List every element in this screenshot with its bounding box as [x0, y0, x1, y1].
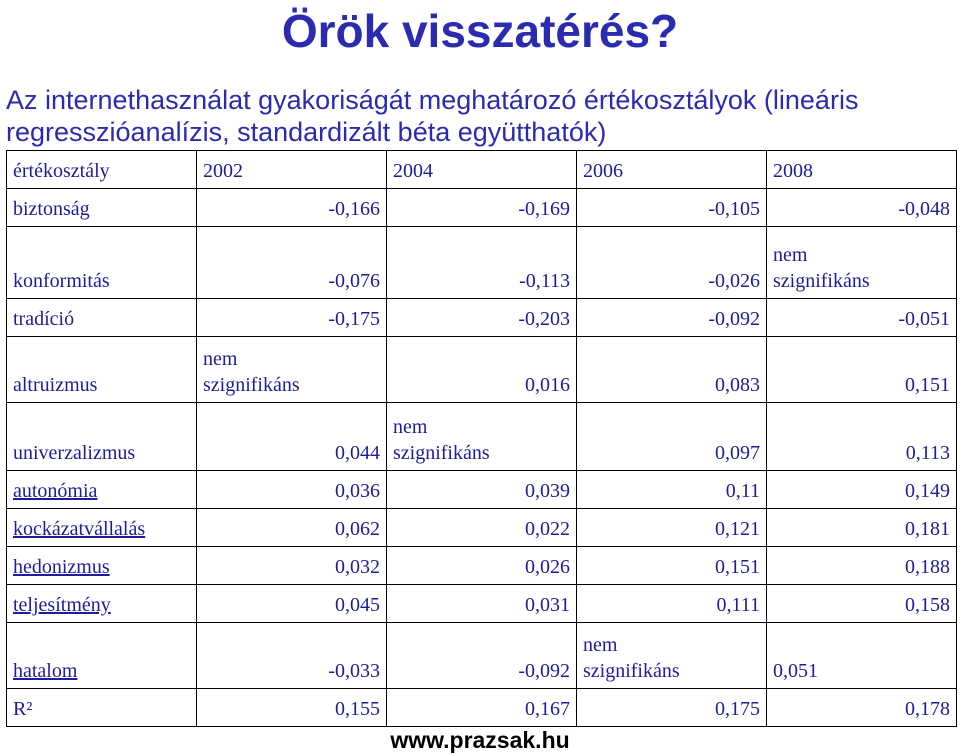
- cell-2008: 0,151: [767, 337, 957, 403]
- row-label: univerzalizmus: [7, 403, 197, 471]
- table-row: [7, 227, 957, 299]
- row-label: konformitás: [7, 227, 197, 299]
- cell-2008: -0,051: [767, 299, 957, 337]
- row-label: [7, 623, 197, 689]
- row-label-text: hatalom: [13, 660, 78, 682]
- not-significant-line-1: nem: [773, 244, 808, 266]
- regression-table: [6, 150, 957, 727]
- cell-2006: 0,111: [577, 585, 767, 623]
- table-row: [7, 403, 957, 471]
- cell-2004: 0,026: [387, 547, 577, 585]
- row-label: [7, 471, 197, 509]
- cell-2006: -0,092: [577, 299, 767, 337]
- cell-2002: 0,044: [197, 403, 387, 471]
- not-significant-line-2: szignifikáns: [583, 660, 680, 682]
- cell-2002-not-significant: [197, 337, 387, 403]
- row-label-text: teljesítmény: [13, 594, 111, 616]
- not-significant-line-1: nem: [203, 348, 238, 370]
- cell-2006: -0,026: [577, 227, 767, 299]
- cell-2004: 0,031: [387, 585, 577, 623]
- cell-2008: 0,158: [767, 585, 957, 623]
- cell-2004: -0,092: [387, 623, 577, 689]
- cell-2002: 0,036: [197, 471, 387, 509]
- not-significant-line-1: nem: [393, 416, 428, 438]
- row-label: [7, 585, 197, 623]
- table-row-r-squared: [7, 689, 957, 727]
- cell-2006-not-significant: [577, 623, 767, 689]
- cell-2002: -0,175: [197, 299, 387, 337]
- table-row: [7, 585, 957, 623]
- row-label: biztonság: [7, 189, 197, 227]
- row-label: [7, 509, 197, 547]
- cell-2006: 0,11: [577, 471, 767, 509]
- cell-2002: -0,033: [197, 623, 387, 689]
- table-row: [7, 623, 957, 689]
- cell-2008: 0,181: [767, 509, 957, 547]
- cell-2004-not-significant: [387, 403, 577, 471]
- cell-2006: -0,105: [577, 189, 767, 227]
- not-significant-line-2: szignifikáns: [773, 270, 870, 292]
- table-row: [7, 299, 957, 337]
- cell-2006: 0,151: [577, 547, 767, 585]
- subtitle-line-1: Az internethasználat gyakoriságát meghatározó értékosztályok (lineáris: [6, 85, 859, 115]
- cell-2008: 0,149: [767, 471, 957, 509]
- row-label-text: hedonizmus: [13, 556, 110, 578]
- cell-2004: 0,022: [387, 509, 577, 547]
- header-cell: értékosztály: [7, 151, 197, 189]
- row-label: altruizmus: [7, 337, 197, 403]
- cell-2004: -0,113: [387, 227, 577, 299]
- header-cell: 2002: [197, 151, 387, 189]
- cell-2004: -0,203: [387, 299, 577, 337]
- not-significant-line-1: nem: [583, 634, 618, 656]
- table-row: [7, 337, 957, 403]
- header-cell: 2008: [767, 151, 957, 189]
- cell-2002: 0,045: [197, 585, 387, 623]
- cell-2004: -0,169: [387, 189, 577, 227]
- header-cell: 2006: [577, 151, 767, 189]
- not-significant-line-2: szignifikáns: [393, 442, 490, 464]
- table-row: [7, 471, 957, 509]
- row-label: [7, 547, 197, 585]
- cell-2008: -0,048: [767, 189, 957, 227]
- cell-2008-not-significant: [767, 227, 957, 299]
- footer-url: www.prazsak.hu: [390, 727, 570, 753]
- not-significant-line-2: szignifikáns: [203, 374, 300, 396]
- cell-2006: 0,175: [577, 689, 767, 727]
- row-label-text: autonómia: [13, 480, 98, 502]
- slide-title: Örök visszatérés?: [281, 5, 679, 57]
- table-row: [7, 547, 957, 585]
- row-label: R²: [7, 689, 197, 727]
- cell-2008: 0,113: [767, 403, 957, 471]
- cell-2008: 0,188: [767, 547, 957, 585]
- cell-2002: 0,032: [197, 547, 387, 585]
- cell-2004: 0,167: [387, 689, 577, 727]
- cell-2006: 0,097: [577, 403, 767, 471]
- cell-2004: 0,039: [387, 471, 577, 509]
- table-row: [7, 189, 957, 227]
- header-cell: 2004: [387, 151, 577, 189]
- row-label-text: kockázatvállalás: [13, 518, 146, 540]
- cell-2004: 0,016: [387, 337, 577, 403]
- cell-2002: 0,062: [197, 509, 387, 547]
- cell-2002: -0,166: [197, 189, 387, 227]
- cell-2008: 0,178: [767, 689, 957, 727]
- table-row: [7, 509, 957, 547]
- slide-subtitle: [6, 84, 956, 148]
- row-label: tradíció: [7, 299, 197, 337]
- cell-2008: 0,051: [767, 623, 957, 689]
- subtitle-line-2: regresszióanalízis, standardizált béta együtthatók): [6, 117, 607, 147]
- cell-2006: 0,083: [577, 337, 767, 403]
- table-header-row: [7, 151, 957, 189]
- cell-2002: 0,155: [197, 689, 387, 727]
- cell-2006: 0,121: [577, 509, 767, 547]
- cell-2002: -0,076: [197, 227, 387, 299]
